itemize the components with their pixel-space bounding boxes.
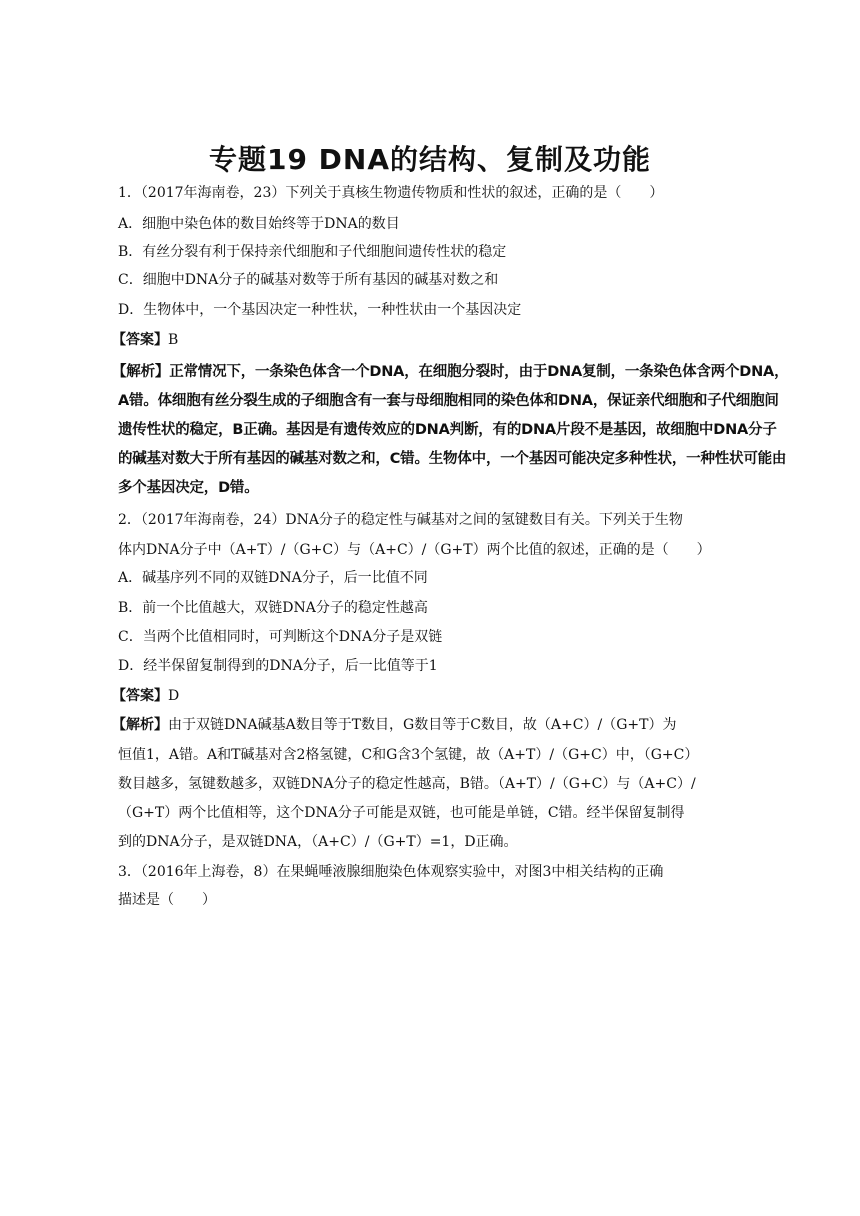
q2-option-d: D．经半保留复制得到的DNA分子，后一比值等于1 xyxy=(118,658,438,674)
q1-stem: 1．（2017年海南卷，23）下列关于真核生物遗传物质和性状的叙述，正确的是（ ） xyxy=(118,185,664,201)
q2-stem-line-2: 体内DNA分子中（A+T）/（G+C）与（A+C）/（G+T）两个比值的叙述，正确的是（ ） xyxy=(118,542,711,558)
q2-option-c: C．当两个比值相同时，可判断这个DNA分子是双链 xyxy=(118,629,443,645)
q1-analysis-line-2: A错。体细胞有丝分裂生成的子细胞含有一套与母细胞相同的染色体和DNA，保证亲代细胞和子代细胞间 xyxy=(118,393,779,409)
q2-option-a: A．碱基序列不同的双链DNA分子，后一比值不同 xyxy=(118,570,428,586)
q1-analysis-line-4: 的碱基对数大于所有基因的碱基对数之和，C错。生物体中，一个基因可能决定多种性状，一种性状可能由 xyxy=(118,451,787,467)
q2-stem-line-1: 2．（2017年海南卷，24）DNA分子的稳定性与碱基对之间的氢键数目有关。下列关于生物 xyxy=(118,512,683,528)
q2-analysis-line-1 xyxy=(112,715,676,735)
q2-answer-value: D xyxy=(168,688,180,704)
q2-analysis-text-1: 由于双链DNA碱基A数目等于T数目，G数目等于C数目，故（A+C）/（G+T）为 xyxy=(168,717,677,733)
q1-option-c: C．细胞中DNA分子的碱基对数等于所有基因的碱基对数之和 xyxy=(118,272,499,288)
q2-analysis-line-5: 到的DNA分子，是双链DNA，（A+C）/（G+T）=1，D正确。 xyxy=(118,834,518,850)
q1-analysis-tag: 【解析】 xyxy=(112,364,170,380)
q1-analysis-text-1: 正常情况下，一条染色体含一个DNA，在细胞分裂时，由于DNA复制，一条染色体含两个DNA， xyxy=(169,364,789,380)
page-title: 专题19 DNA的结构、复制及功能 xyxy=(208,143,652,176)
q2-option-b: B．前一个比值越大，双链DNA分子的稳定性越高 xyxy=(118,600,428,616)
q2-analysis-line-3: 数目越多，氢键数越多，双链DNA分子的稳定性越高，B错。（A+T）/（G+C）与（A+C）/ xyxy=(118,776,696,792)
q3-stem-line-2: 描述是（ ） xyxy=(118,892,216,908)
q2-analysis-line-4: （G+T）两个比值相等，这个DNA分子可能是双链，也可能是单链，C错。经半保留复制得 xyxy=(118,805,685,821)
q1-analysis-line-1 xyxy=(112,362,788,382)
q1-answer xyxy=(112,330,178,350)
q1-answer-value: B xyxy=(168,332,179,348)
q1-option-a: A．细胞中染色体的数目始终等于DNA的数目 xyxy=(118,216,400,232)
q2-answer-tag: 【答案】 xyxy=(112,688,168,704)
q2-answer xyxy=(112,686,179,706)
q1-option-d: D．生物体中，一个基因决定一种性状，一种性状由一个基因决定 xyxy=(118,302,522,318)
q2-analysis-line-2: 恒值1，A错。A和T碱基对含2格氢键，C和G含3个氢键，故（A+T）/（G+C）中，（G+C） xyxy=(118,747,699,763)
q3-stem-line-1: 3．（2016年上海卷，8）在果蝇唾液腺细胞染色体观察实验中，对图3中相关结构的正确 xyxy=(118,864,664,880)
q1-analysis-line-5: 多个基因决定，D错。 xyxy=(118,480,259,496)
q1-analysis-line-3: 遗传性状的稳定，B正确。基因是有遗传效应的DNA判断，有的DNA片段不是基因，故细胞中DNA分子 xyxy=(118,422,777,438)
q2-analysis-tag: 【解析】 xyxy=(112,717,168,733)
q1-answer-tag: 【答案】 xyxy=(112,332,168,348)
q1-option-b: B．有丝分裂有利于保持亲代细胞和子代细胞间遗传性状的稳定 xyxy=(118,244,507,260)
